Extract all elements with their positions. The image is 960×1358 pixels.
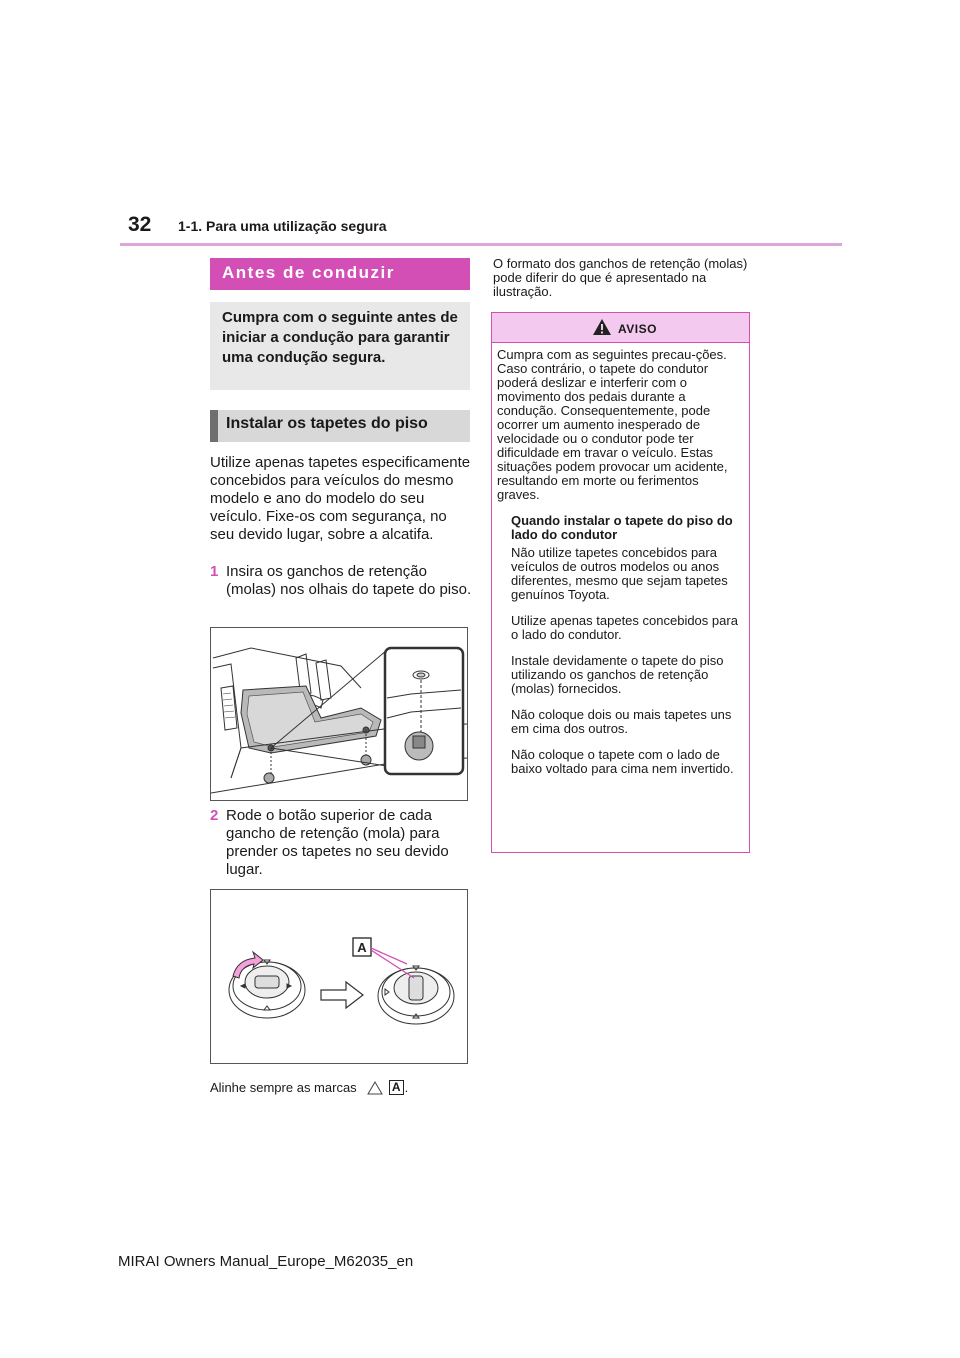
caption-text: Alinhe sempre as marcas [210, 1080, 357, 1095]
label-a-box: A [389, 1080, 404, 1095]
header-divider [120, 243, 842, 246]
warning-item: Instale devidamente o tapete do piso utilizando os ganchos de retenção (molas) fornecidos. [511, 653, 724, 696]
label-a: A [357, 940, 367, 955]
warning-item: Não utilize tapetes concebidos para veículos de outros modelos ou anos diferentes, mesmo que sejam tapetes genuínos Toyota. [511, 545, 728, 602]
caption-end: . [404, 1080, 409, 1095]
body-paragraph: Utilize apenas tapetes especificamente concebidos para veículos do mesmo modelo e ano do modelo do seu veículo. Fixe-os com segurança, no seu devido lugar, sobre a alcatifa. [210, 454, 471, 543]
warning-intro: Cumpra com as seguintes precau-ções. Caso contrário, o tapete do condutor poderá deslizar e interferir com o movimento dos pedais durante a condução. Consequentemente, pode ocorrer um aumento inesperado de velocidade ou o condutor pode ter dificuldade em travar o veículo. Estas situações podem provocar um acidente, resultando em morte ou ferimentos graves. [497, 347, 728, 502]
warning-icon [592, 318, 612, 336]
warning-body [492, 343, 749, 776]
warning-title: AVISO [618, 322, 657, 336]
step-text: Rode o botão superior de cada gancho de retenção (mola) para prender os tapetes no seu devido lugar. [226, 807, 449, 878]
hook-rotation-illustration [210, 889, 468, 1064]
step-2 [210, 807, 472, 879]
warning-item: Não coloque dois ou mais tapetes uns em cima dos outros. [511, 707, 732, 736]
step-number: 1 [210, 563, 219, 580]
subheading-floor-mats: Instalar os tapetes do piso [210, 410, 470, 442]
warning-item: Não coloque o tapete com o lado de baixo voltado para cima nem invertido. [511, 747, 734, 776]
footer-manual-id: MIRAI Owners Manual_Europe_M62035_en [118, 1253, 414, 1270]
warning-subheading: Quando instalar o tapete do piso do lado do condutor [511, 513, 733, 542]
page-number: 32 [128, 213, 152, 236]
hook-rotation-drawing [211, 890, 467, 1063]
figure-caption [210, 1080, 408, 1095]
step-text: Insira os ganchos de retenção (molas) nos olhais do tapete do piso. [226, 563, 472, 598]
triangle-mark-icon [367, 1081, 383, 1095]
step-number: 2 [210, 807, 219, 824]
intro-box: Cumpra com o seguinte antes de iniciar a condução para garantir uma condução segura. [210, 302, 470, 390]
section-title: 1-1. Para uma utilização segura [178, 218, 387, 234]
warning-box [491, 312, 750, 853]
floor-mat-drawing [211, 628, 467, 800]
warning-header [492, 313, 749, 343]
shape-note: O formato dos ganchos de retenção (molas) pode diferir do que é apresentado na ilustração. [493, 256, 748, 299]
warning-item: Utilize apenas tapetes concebidos para o lado do condutor. [511, 613, 738, 642]
chapter-heading: Antes de conduzir [210, 258, 470, 290]
floor-mat-illustration [210, 627, 468, 801]
step-1 [210, 563, 472, 599]
